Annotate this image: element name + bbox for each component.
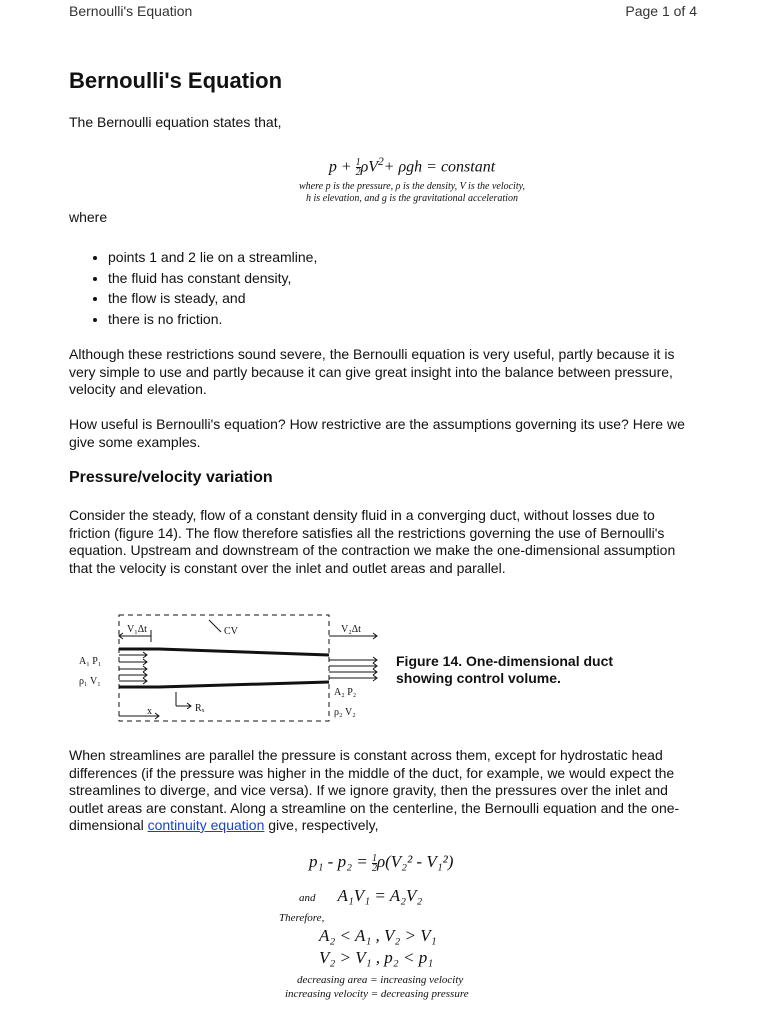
eq-frac-den: 2 [355, 167, 361, 179]
label-rho2v2: ρ₂ V₂ [334, 707, 356, 718]
page-title: Bernoulli's Equation [69, 68, 283, 93]
figure-caption: Figure 14. One-dimensional duct showing control volume. [396, 653, 614, 686]
label-v2dt: V₂Δt [341, 624, 361, 635]
list-item: • the flow is steady, and [108, 288, 317, 309]
list-item: • the fluid has constant density, [108, 268, 317, 289]
streamlines-text-before: When streamlines are parallel the pressure is constant across them, except for hydrostatic head differences (if the pressure was higher in the middle of the duct, for example, we would expect the streamlines to diverge, and vice versa). If we ignore gravity, then the pressures over the inlet and outlet areas are constant. Along a streamline on the centerline, the Bernoulli equation and the one-dimensional [69, 747, 680, 833]
continuity-equation-link[interactable]: continuity equation [147, 817, 265, 833]
converging-duct-paragraph: Consider the steady, flow of a constant density fluid in a converging duct, without losses due to friction (figure 14). The flow therefore satisfies all the restrictions governing the use of Bernoulli's equation. Upstream and downstream of the contraction we make the one-dimensional assumption that the velocity is constant over the inlet and outlet areas and parallel. [69, 507, 676, 576]
eq1-fraction: $\frac{1}{2}$ [371, 852, 377, 874]
section-heading: Pressure/velocity variation [69, 469, 273, 486]
assumption-list [69, 247, 317, 329]
duct-diagram [79, 612, 379, 724]
list-item: • points 1 and 2 lie on a streamline, [108, 247, 317, 268]
outlet-arrows [329, 657, 377, 681]
eq-rhs: + ρgh = constant [383, 158, 496, 176]
therefore-label: Therefore, [279, 912, 325, 924]
duct-upper-wall [119, 649, 329, 655]
inlet-arrows [119, 652, 147, 684]
derivation-eq1 [309, 852, 453, 873]
equation-caption [247, 181, 577, 205]
derivation-eq2: A₁V₁ = A₂V₂ [337, 886, 423, 905]
eq1-lhs: p₁ - p₂ = [309, 852, 372, 871]
cv-pointer [209, 620, 221, 632]
restrictions-paragraph: Although these restrictions sound severe, the Bernoulli equation is very useful, partly because it is very simple to use and partly because it can give great insight into the balance between pressure, velocity and elevation. [69, 346, 675, 397]
label-rho1v1: ρ₁ V₁ [79, 676, 101, 687]
derivation-note2: increasing velocity = decreasing pressure [285, 988, 469, 1000]
duct-lower-wall [119, 682, 329, 687]
derivation-eq2-row [299, 886, 422, 906]
intro-text: The Bernoulli equation states that, [69, 114, 282, 130]
label-cv: CV [224, 626, 238, 637]
eq-exponent: 2 [378, 156, 384, 168]
label-a2p2: A₂ P₂ [334, 687, 357, 698]
streamlines-paragraph [69, 747, 699, 835]
label-rx: Rₓ [195, 703, 205, 714]
eq-caption-line1: where p is the pressure, ρ is the density, V is the velocity, [299, 181, 525, 193]
streamlines-text-after: give, respectively, [264, 817, 379, 833]
eq-frac-num: 1 [355, 157, 361, 169]
where-label: where [69, 209, 108, 225]
page-header [0, 0, 768, 26]
derivation-note1: decreasing area = increasing velocity [297, 974, 464, 986]
label-x: x [147, 706, 152, 717]
page-indicator: Page 1 of 4 [625, 3, 697, 19]
eq-caption-line2: h is elevation, and g is the gravitational acceleration [306, 193, 518, 205]
usefulness-paragraph: How useful is Bernoulli's equation? How restrictive are the assumptions governing its use? Here we give some examples. [69, 416, 685, 450]
and-label: and [299, 892, 316, 904]
duct-figure [79, 612, 379, 724]
equation-formula [247, 152, 577, 177]
label-a1p1: A₁ P₁ [79, 656, 102, 667]
label-v1dt: V₁Δt [127, 624, 147, 635]
list-item: • there is no friction. [108, 309, 317, 330]
derivation-eq3: A₂ < A₁ , V₂ > V₁ [319, 926, 437, 945]
header-title: Bernoulli's Equation [69, 3, 193, 19]
eq1-rhs: ρ(V₂² - V₁²) [376, 852, 454, 871]
derivation-eq4: V₂ > V₁ , p₂ < p₁ [319, 948, 434, 967]
eq-lhs: p + [328, 158, 356, 176]
bernoulli-equation [247, 152, 577, 205]
eq-middle: ρV [360, 158, 379, 176]
